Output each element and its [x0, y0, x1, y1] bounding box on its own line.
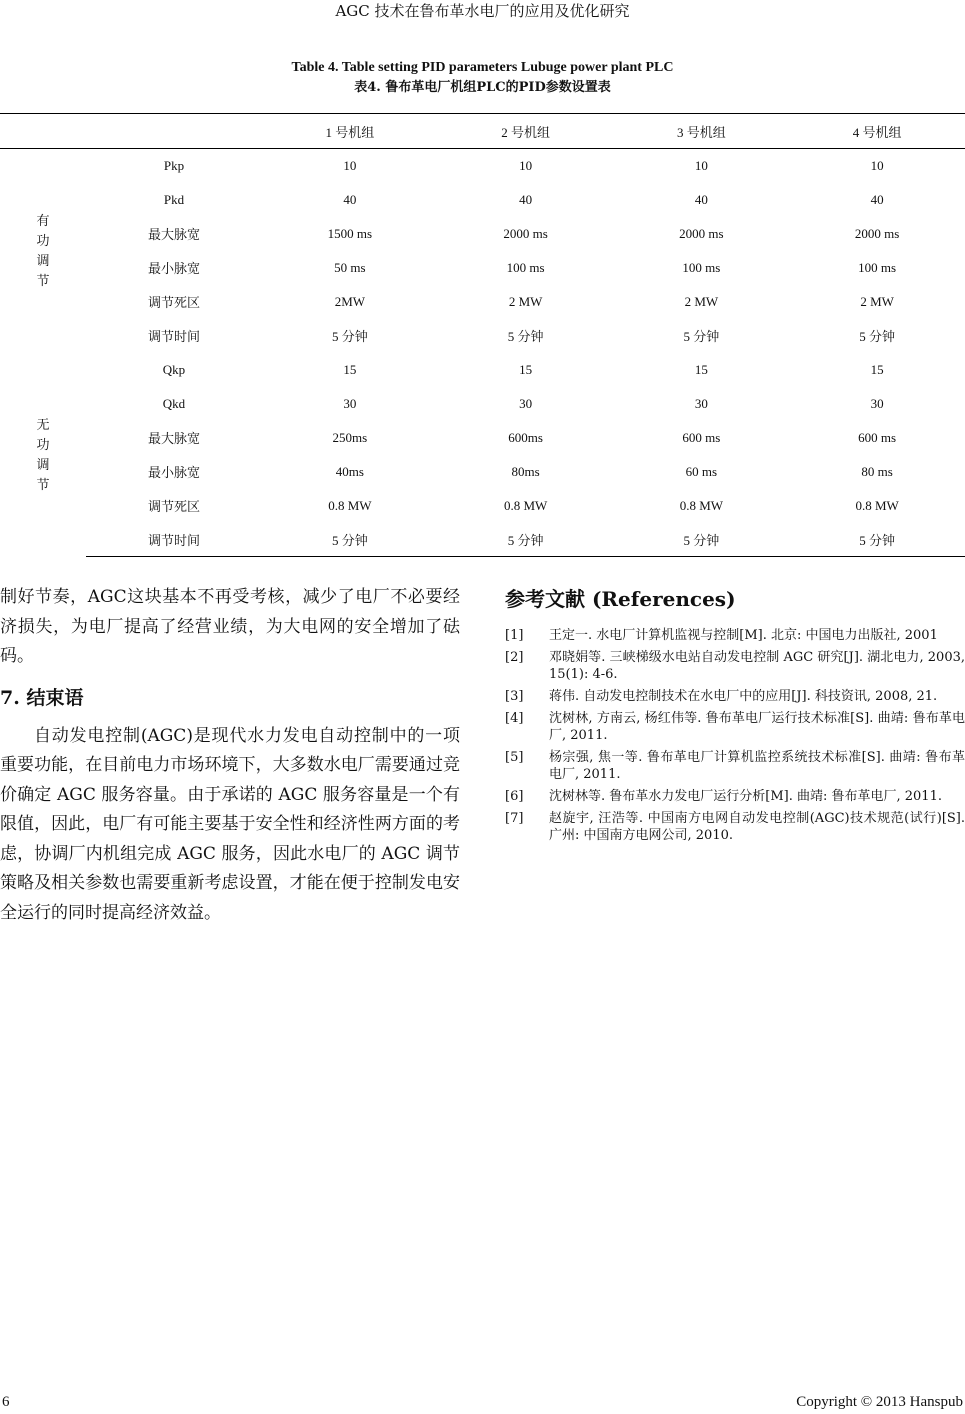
value-cell: 250ms [332, 429, 368, 445]
value-cell: 5 分钟 [438, 523, 614, 557]
value-cell: 100 ms [682, 259, 721, 275]
value-cell: 40 [343, 191, 357, 207]
header-cell-unit-4: 4 号机组 [789, 114, 965, 149]
reference-text: 王定一. 水电厂计算机监视与控制[M]. 北京: 中国电力出版社, 2001 [549, 628, 938, 643]
reference-number: [4] [505, 711, 524, 726]
reference-text: 沈树林, 方南云, 杨红伟等. 鲁布革电厂运行技术标准[S]. 曲靖: 鲁布革电厂, 2011. [549, 711, 965, 743]
value-cell: 80 ms [861, 463, 893, 479]
value-cell: 5 分钟 [614, 523, 790, 557]
value-cell: 30 [519, 395, 533, 411]
value-cell: 5 分钟 [789, 523, 965, 557]
value-cell: 0.8 MW [328, 497, 372, 513]
table-row [0, 421, 965, 455]
group-cell-reactive-power [0, 353, 86, 557]
section-heading: 7. 结束语 [0, 686, 84, 709]
value-cell: 2 MW [860, 293, 894, 309]
value-cell: 600 ms [858, 429, 897, 445]
header-cell-unit-1: 1 号机组 [262, 114, 438, 149]
body-paragraph: 自动发电控制(AGC)是现代水力发电自动控制中的一项重要功能，在目前电力市场环境下，大多数水电厂需要通过竞价确定 AGC 服务容量。由于承诺的 AGC 服务容量是一个有限值，因此，电厂有可能主要基于安全性和经济性两方面的考虑，协调厂内机组完成 AGC 服务，因此水电厂的 AGC 调节策略及相关参数也需要重新考虑设置，才能在便于控制发电安全运行的同时提高经济效益。 [0, 725, 460, 923]
param-cell: 调节时间 [86, 523, 262, 557]
table-row [0, 353, 965, 387]
value-cell: 1500 ms [327, 225, 373, 241]
right-column [505, 583, 965, 849]
value-cell: 40 [694, 191, 708, 207]
running-head: AGC 技术在鲁布革水电厂的应用及优化研究 [335, 2, 630, 20]
table-row [0, 251, 965, 285]
copyright-notice: Copyright © 2013 Hanspub [796, 1394, 963, 1410]
param-cell: 最大脉宽 [147, 431, 200, 446]
param-cell: Pkd [163, 191, 185, 207]
value-cell: 2000 ms [679, 225, 724, 241]
reference-text: 杨宗强, 焦一等. 鲁布革电厂计算机监控系统技术标准[S]. 曲靖: 鲁布革电厂, 2011. [549, 750, 965, 782]
group-label: 有功调节 [36, 212, 50, 288]
reference-item [505, 710, 965, 744]
reference-text: 沈树林等. 鲁布革水力发电厂运行分析[M]. 曲靖: 鲁布革电厂, 2011. [549, 789, 942, 804]
param-cell: Pkp [163, 157, 185, 173]
value-cell: 2 MW [508, 293, 543, 309]
value-cell: 5 分钟 [331, 329, 368, 344]
value-cell: 100 ms [858, 259, 897, 275]
reference-item [505, 788, 965, 805]
value-cell: 0.8 MW [503, 497, 548, 513]
reference-item [505, 688, 965, 705]
group-label: 无功调节 [36, 416, 50, 492]
left-column [0, 583, 460, 928]
value-cell: 0.8 MW [679, 497, 724, 513]
value-cell: 10 [870, 157, 884, 173]
page-number: 6 [2, 1394, 10, 1410]
reference-text: 赵旋宇, 汪浩等. 中国南方电网自动发电控制(AGC)技术规范(试行)[S]. 广州: 中国南方电网公司, 2010. [549, 811, 965, 843]
param-cell: 调节死区 [147, 295, 200, 310]
table-caption [0, 58, 965, 98]
table-header [0, 114, 965, 149]
table-body [0, 149, 965, 557]
reference-list [505, 627, 965, 844]
value-cell: 15 [519, 361, 533, 377]
value-cell: 2MW [334, 293, 366, 309]
value-cell: 2000 ms [854, 225, 900, 241]
value-cell: 30 [694, 395, 708, 411]
value-cell: 5 分钟 [683, 329, 720, 344]
param-cell: 调节死区 [147, 499, 200, 514]
value-cell: 30 [870, 395, 884, 411]
table-caption-en: Table 4. Table setting PID parameters Lubuge power plant PLC [291, 60, 674, 75]
table-row [0, 217, 965, 251]
value-cell: 15 [870, 361, 884, 377]
table-row [0, 489, 965, 523]
table-row [0, 387, 965, 421]
reference-number: [3] [505, 689, 524, 704]
value-cell: 60 ms [685, 463, 718, 479]
group-cell-active-power [0, 149, 86, 353]
reference-item [505, 810, 965, 844]
value-cell: 600 ms [682, 429, 721, 445]
header-cell-group [0, 114, 86, 149]
value-cell: 10 [343, 157, 357, 173]
header-cell-unit-3: 3 号机组 [614, 114, 790, 149]
reference-item [505, 749, 965, 783]
value-cell: 5 分钟 [859, 329, 895, 344]
header-cell-param [86, 114, 262, 149]
reference-number: [1] [505, 628, 524, 643]
references-heading: 参考文献 (References) [505, 587, 736, 611]
table-row [0, 285, 965, 319]
param-cell: 最大脉宽 [147, 227, 200, 242]
reference-item [505, 627, 965, 644]
table-row [0, 149, 965, 183]
value-cell: 40 [519, 191, 533, 207]
param-cell: Qkp [162, 361, 186, 377]
value-cell: 40 [870, 191, 884, 207]
value-cell: 30 [343, 395, 357, 411]
table-caption-zh: 表4. 鲁布革电厂机组PLC的PID参数设置表 [354, 80, 611, 95]
table-row [0, 319, 965, 353]
value-cell: 15 [343, 361, 357, 377]
value-cell: 40ms [335, 463, 364, 479]
value-cell: 5 分钟 [507, 329, 544, 344]
value-cell: 2 MW [684, 293, 719, 309]
value-cell: 600ms [508, 429, 543, 445]
header-cell-unit-2: 2 号机组 [438, 114, 614, 149]
value-cell: 100 ms [506, 259, 545, 275]
reference-number: [2] [505, 650, 524, 665]
param-cell: Qkd [162, 395, 186, 411]
table-row [0, 455, 965, 489]
value-cell: 15 [694, 361, 708, 377]
table-row [0, 183, 965, 217]
value-cell: 2000 ms [503, 225, 548, 241]
reference-text: 邓晓娟等. 三峡梯级水电站自动发电控制 AGC 研究[J]. 湖北电力, 2003, 15(1): 4-6. [549, 650, 965, 682]
value-cell: 80ms [511, 463, 540, 479]
param-cell: 调节时间 [147, 329, 200, 344]
param-cell: 最小脉宽 [147, 465, 200, 480]
pid-parameter-table [0, 113, 965, 557]
body-paragraph: 制好节奏，AGC这块基本不再受考核，减少了电厂不必要经济损失，为电厂提高了经营业绩，为大电网的安全增加了砝码。 [0, 587, 460, 666]
table-row [0, 523, 965, 557]
reference-number: [5] [505, 750, 524, 765]
reference-number: [7] [505, 811, 524, 826]
value-cell: 5 分钟 [262, 523, 438, 557]
param-cell: 最小脉宽 [147, 261, 200, 276]
reference-text: 蒋伟. 自动发电控制技术在水电厂中的应用[J]. 科技资讯, 2008, 21. [549, 689, 938, 704]
reference-item [505, 649, 965, 683]
value-cell: 0.8 MW [855, 497, 899, 513]
reference-number: [6] [505, 789, 524, 804]
value-cell: 10 [519, 157, 533, 173]
table-header-row [0, 114, 965, 149]
value-cell: 50 ms [334, 259, 366, 275]
value-cell: 10 [694, 157, 708, 173]
